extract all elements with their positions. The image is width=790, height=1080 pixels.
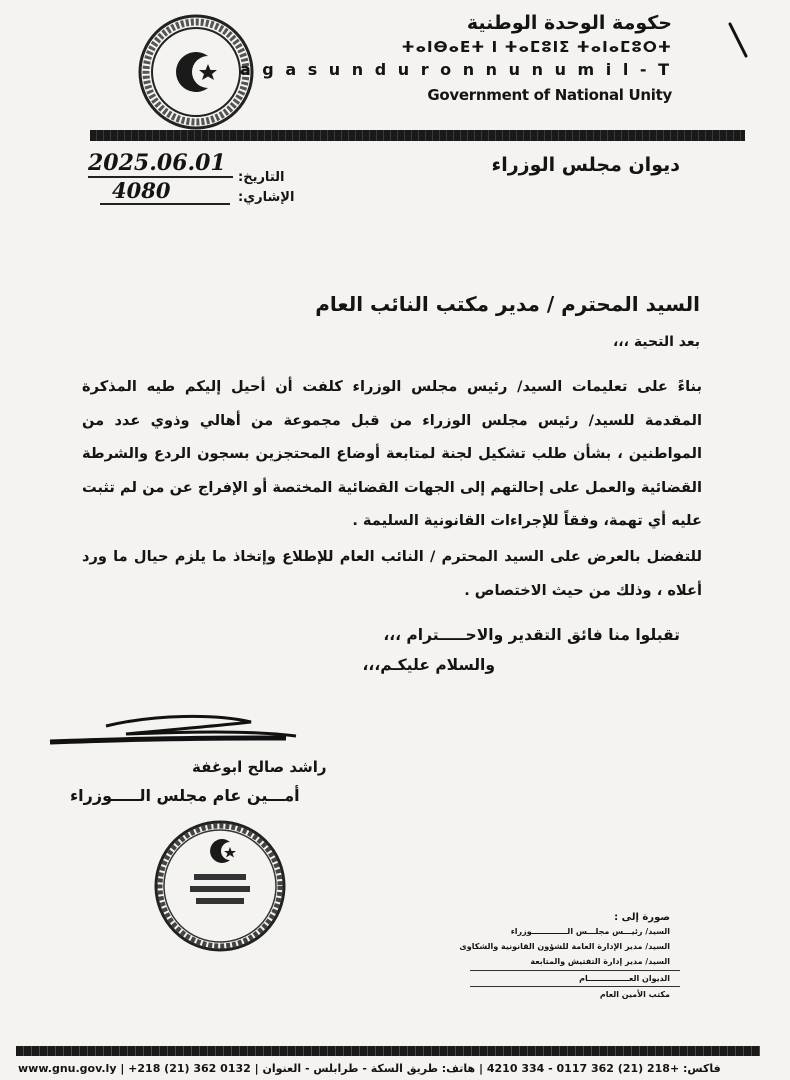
greeting: بعد التحية ،،، xyxy=(612,334,700,350)
government-name-amazigh-latin: a g a s u n d u r o n n u n u m i l - T xyxy=(239,60,672,79)
signatory-title: أمـــين عام مجلس الـــــوزراء xyxy=(70,786,300,805)
official-stamp-seal xyxy=(150,816,290,956)
handwritten-date: 2025.06.01 xyxy=(88,150,226,176)
cc-item: السيد/ مدير الإدارة العامة للشؤون القانونية والشكاوى xyxy=(459,942,670,951)
handwritten-reference-number: 4080 xyxy=(112,178,171,203)
body-paragraph-1: بناءً على تعليمات السيد/ رئيس مجلس الوزراء كلفت أن أحيل إليكم طيه المذكرة المقدمة للسيد/ رئيس مجلس الوزراء من قبل مجموعة من أهالي وذوي عدد من المواطنين ، بشأن طلب تشكيل لجنة لمتابعة أوضاع المحتجزين بسجون الردع والشرطة القضائية والعمل على إحالتهم إلى الجهات القضائية المختصة أو الإفراج عن من لم تثبت عليه أي تهمة، وفقاً للإجراءات القانونية السليمة . xyxy=(82,378,702,529)
pen-stroke-mark xyxy=(726,20,750,60)
closing-regards: تقبلوا منا فائق التقدير والاحـــــترام ،،، xyxy=(383,626,680,644)
cc-item: السيد/ مدير إدارة التفتيش والمتابعة xyxy=(530,957,670,966)
closing-salutation: والسلام عليكـم،،، xyxy=(362,656,495,674)
cc-item: الديوان العـــــــــــــــام xyxy=(579,974,670,983)
cc-underline xyxy=(470,986,680,987)
government-name-arabic: حكومة الوحدة الوطنية xyxy=(466,12,672,34)
date-underline xyxy=(88,176,233,178)
reference-label: الإشاري: xyxy=(238,190,295,205)
cc-item: السيد/ رئيـــس مجلـــس الـــــــــــــوزراء xyxy=(510,927,670,936)
issuing-office: ديوان مجلس الوزراء xyxy=(491,154,680,176)
handwritten-signature xyxy=(46,712,306,762)
cc-heading: صورة إلى : xyxy=(614,912,670,923)
footer-divider xyxy=(16,1046,760,1056)
cc-item: مكتب الأمين العام xyxy=(599,990,670,999)
footer-contact-line: www.gnu.gov.ly | +218 (21) 362 0132 | فاكس: +218 (21) 362 0117 - 334 4210 | هاتف: طريق السكة - طرابلس - العنوان xyxy=(18,1062,721,1075)
body-paragraph-2: للتفضل بالعرض على السيد المحترم / النائب العام للإطلاع وإتخاذ ما يلزم حيال ما ورد أعلاه ، وذلك من حيث الاختصاص . xyxy=(82,548,702,599)
cc-underline xyxy=(470,970,680,971)
date-label: التاريخ: xyxy=(238,170,285,185)
state-emblem-seal-top xyxy=(136,12,256,132)
header-divider xyxy=(90,130,745,141)
government-name-english: Government of National Unity xyxy=(427,86,672,104)
signatory-name: راشد صالح ابوغفة xyxy=(192,758,327,776)
government-name-tifinagh: ⵜⴰⵏⴱⴰⴹⵜ ⵏ ⵜⴰⵎⵓⵏⵉ ⵜⴰⵏⴰⵎⵓⵔⵜ xyxy=(401,38,672,56)
addressee: السيد المحترم / مدير مكتب النائب العام xyxy=(315,292,700,316)
reference-underline xyxy=(100,203,230,205)
